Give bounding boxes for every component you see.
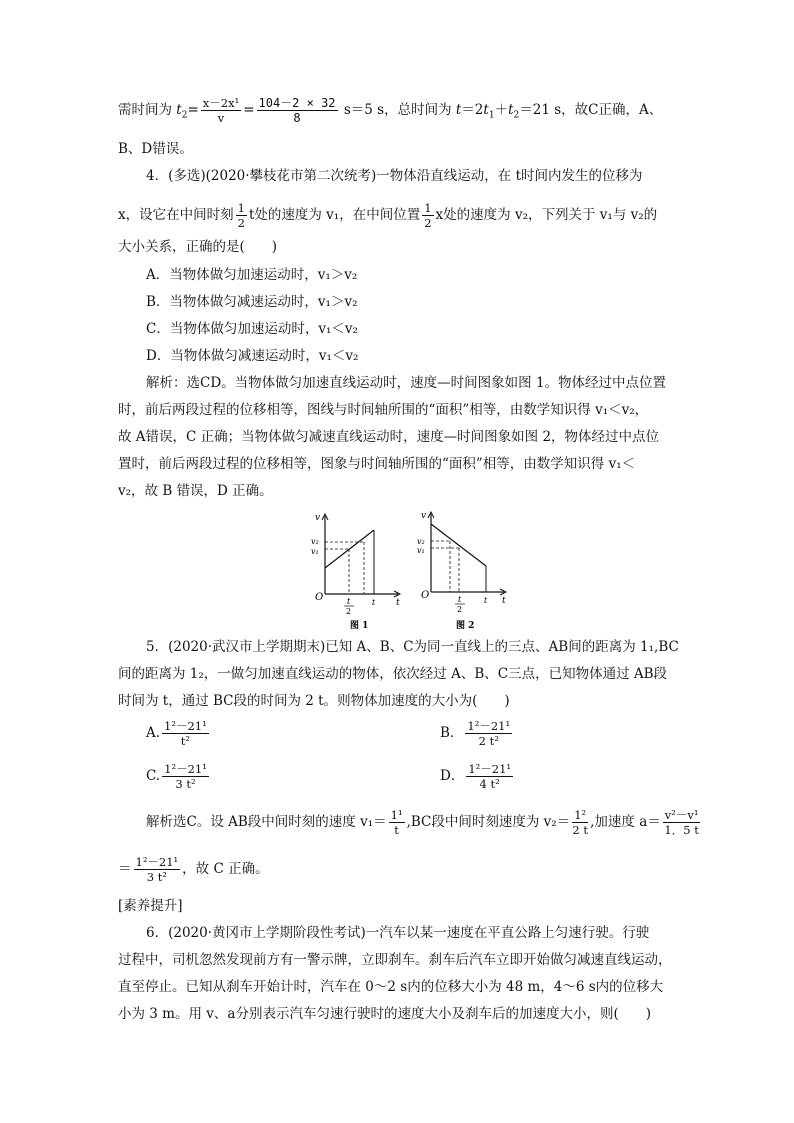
an-f4-den: 3 t² (146, 870, 167, 884)
q4-line1a: 4．(多选)(2020·攀枝花市第二次统考)一物体沿直线运动，在 (146, 168, 512, 184)
q5-opt-c-label: C. (146, 768, 161, 784)
an-f2-num: 1² (574, 808, 587, 822)
q4-option-d: D．当物体做匀减速运动时，v₁＜v₂ (146, 348, 359, 364)
fig1-caption: 图 1 (350, 621, 369, 631)
var-t: t (455, 102, 462, 118)
q4-line-1 (146, 167, 643, 185)
fig2-thalf-den: 2 (457, 605, 463, 614)
q5-opt-c-den: 3 t² (175, 777, 196, 791)
fig1-t-label: t (372, 598, 376, 607)
fig1-origin: O (315, 592, 324, 603)
q5-option-a (146, 719, 211, 748)
an-f1-num: 1¹ (390, 808, 403, 822)
figure-1 (310, 506, 410, 631)
q4-option-a: A．当物体做匀加速运动时，v₁＞v₂ (146, 267, 358, 283)
frac2-den: 8 (293, 111, 301, 125)
half1-den: 2 (237, 216, 245, 230)
q5-opt-d-label: D． (440, 768, 465, 784)
q4-analysis-3: 故 A错误，C 正确；当物体做匀减速直线运动时，速度—时间图象如图 2，物体经过中点位 (118, 429, 660, 445)
sub-2b: 2 (513, 110, 520, 121)
q5-option-b (440, 719, 514, 748)
q6-line-4: 小为 3 m。用 v、a分别表示汽车匀速行驶时的速度大小及刹车后的加速度大小，则( ) (118, 1006, 651, 1022)
q6-line-1: 6．(2020·黄冈市上学期阶段性考试)一汽车以某一速度在平直公路上匀速行驶。行驶 (146, 925, 650, 941)
var-t1: t (483, 102, 489, 118)
fig2-thalf-num: t (458, 595, 462, 604)
text-result: s＝5 s，总时间为 (343, 102, 452, 118)
an-f3-num: v²－v¹ (664, 808, 699, 822)
q5-an-frac1 (389, 808, 405, 837)
fig1-thalf-den: 2 (346, 607, 352, 616)
plus-sign: ＋ (494, 102, 509, 118)
q4-line-2 (118, 201, 657, 230)
fig2-t-label: t (484, 596, 488, 605)
q5-an-frac4 (134, 855, 181, 884)
q5-opt-b-num: 1²－21¹ (467, 719, 511, 733)
top-line-2: B、D错误。 (118, 141, 193, 157)
q5-line-3: 时间为 t，通过 BC段的时间为 2 t。则物体加速度的大小为( ) (118, 693, 510, 709)
q5-analysis-line-1 (146, 808, 702, 837)
frac1-num: x－2x¹ (202, 96, 240, 110)
half2-den: 2 (424, 216, 432, 230)
fig1-v1-label: v₁ (311, 547, 319, 556)
q5-line-1: 5．(2020·武汉市上学期期末)已知 A、B、C为同一直线上的三点、AB间的距离为 1₁,BC (146, 639, 679, 655)
fig2-v1-label: v₁ (417, 546, 425, 555)
q5-opt-c-num: 1²－21¹ (164, 762, 207, 776)
q5-analysis-end: ，故 C 正确。 (182, 861, 269, 877)
q6-line-2: 过程中，司机忽然发现前方有一警示牌，立即刹车。刹车后汽车立即开始做匀减速直线运动， (118, 952, 672, 968)
fig1-thalf-num: t (347, 597, 351, 606)
figure-2 (416, 504, 516, 631)
text-prefix: 需时间为 (118, 102, 172, 118)
q5-line-2: 间的距离为 1₂，一做匀加速直线运动的物体，依次经过 A、B、C三点，已知物体通过 AB段 (118, 666, 668, 682)
fig2-v-label: v (421, 511, 427, 521)
fig2-origin: O (421, 590, 430, 601)
q5-opt-d-num: 1²－21¹ (468, 762, 511, 776)
q5-eq: ＝ (118, 861, 132, 877)
an-f3-den: 1．5 t (664, 823, 699, 837)
sub-1: 1 (488, 110, 495, 121)
eq-sign: = (187, 102, 199, 118)
fig2-caption: 图 2 (456, 621, 475, 631)
q5-analysis-c: ,加速度 a＝ (590, 814, 661, 830)
q4-option-b: B．当物体做匀减速运动时，v₁＞v₂ (146, 294, 358, 310)
q4-analysis-5: v₂，故 B 错误，D 正确。 (118, 483, 273, 499)
section-header: [素养提升] (118, 898, 183, 914)
half1-num: 1 (237, 201, 245, 215)
q4-line1b: t时间内发生的位移为 (515, 168, 643, 184)
frac2-num: 104－2 × 32 (258, 96, 336, 110)
q5-analysis-a: 解析选C。设 AB段中间时刻的速度 v₁＝ (146, 814, 387, 830)
fraction-1 (201, 96, 241, 125)
q5-opt-b-label: B． (440, 725, 464, 741)
q4-line-3: 大小关系，正确的是( ) (118, 239, 278, 255)
half-fraction-2 (422, 201, 433, 230)
q5-opt-a-den: t² (180, 734, 190, 748)
fraction-2 (257, 96, 338, 125)
q4-analysis-1: 解析：选CD。当物体做匀加速直线运动时，速度—时间图象如图 1。物体经过中点位置 (146, 375, 667, 391)
q5-an-frac2 (572, 808, 588, 837)
q5-opt-b-fraction (465, 719, 512, 748)
q5-analysis-line-2 (118, 855, 269, 884)
q4-line2c: x处的速度为 v₂，下列关于 v₁与 v₂的 (435, 207, 658, 223)
fig1-taxis-label: t (396, 598, 400, 608)
an-f1-den: t (394, 823, 399, 837)
q5-an-frac3 (663, 808, 701, 837)
q4-option-c: C．当物体做匀加速运动时，v₁＜v₂ (146, 321, 358, 337)
fig1-v2-label: v₂ (311, 537, 319, 546)
half-fraction-1 (236, 201, 247, 230)
half2-num: 1 (424, 201, 432, 215)
q4-line2b: t处的速度为 v₁，在中间位置 (248, 207, 421, 223)
eq-sign-2: = (243, 102, 255, 118)
sub-2: 2 (181, 110, 188, 121)
fig1-v-label: v (315, 513, 321, 523)
q6-line-3: 直至停止。已知从刹车开始计时，汽车在 0～2 s内的位移大小为 48 m，4～6 s内的位移大 (118, 979, 664, 995)
q4-analysis-4: 置时，前后两段过程的位移相等，图象与时间轴所围的“面积”相等，由数学知识得 v₁＜ (118, 456, 636, 472)
q5-opt-d-den: 4 t² (479, 777, 500, 791)
q5-opt-c-fraction (162, 762, 209, 791)
fig2-v2-label: v₂ (417, 537, 425, 546)
q5-opt-a-fraction (162, 719, 209, 748)
text-total: ＝2 (461, 102, 484, 118)
frac1-den: v (217, 111, 225, 125)
q4-analysis-2: 时，前后两段过程的位移相等，图线与时间轴所围的“面积”相等，由数学知识得 v₁＜v₂， (118, 402, 649, 418)
q4-line2a: x，设它在中间时刻 (118, 207, 234, 223)
q5-opt-a-label: A. (146, 725, 161, 741)
text-tail: ＝21 s，故C正确，A、 (519, 102, 663, 118)
top-equation-line (118, 96, 662, 125)
var-t2b: t (508, 102, 514, 118)
q5-opt-d-fraction (466, 762, 513, 791)
q5-analysis-b: ,BC段中间时刻速度为 v₂＝ (406, 814, 571, 830)
an-f2-den: 2 t (572, 823, 588, 837)
an-f4-num: 1²－21¹ (135, 855, 179, 869)
q5-opt-b-den: 2 t² (478, 734, 499, 748)
q5-opt-a-num: 1²－21¹ (164, 719, 207, 733)
var-t2: t (176, 102, 182, 118)
q5-option-d (440, 762, 515, 791)
fig2-taxis-label: t (502, 596, 506, 606)
q5-option-c (146, 762, 211, 791)
